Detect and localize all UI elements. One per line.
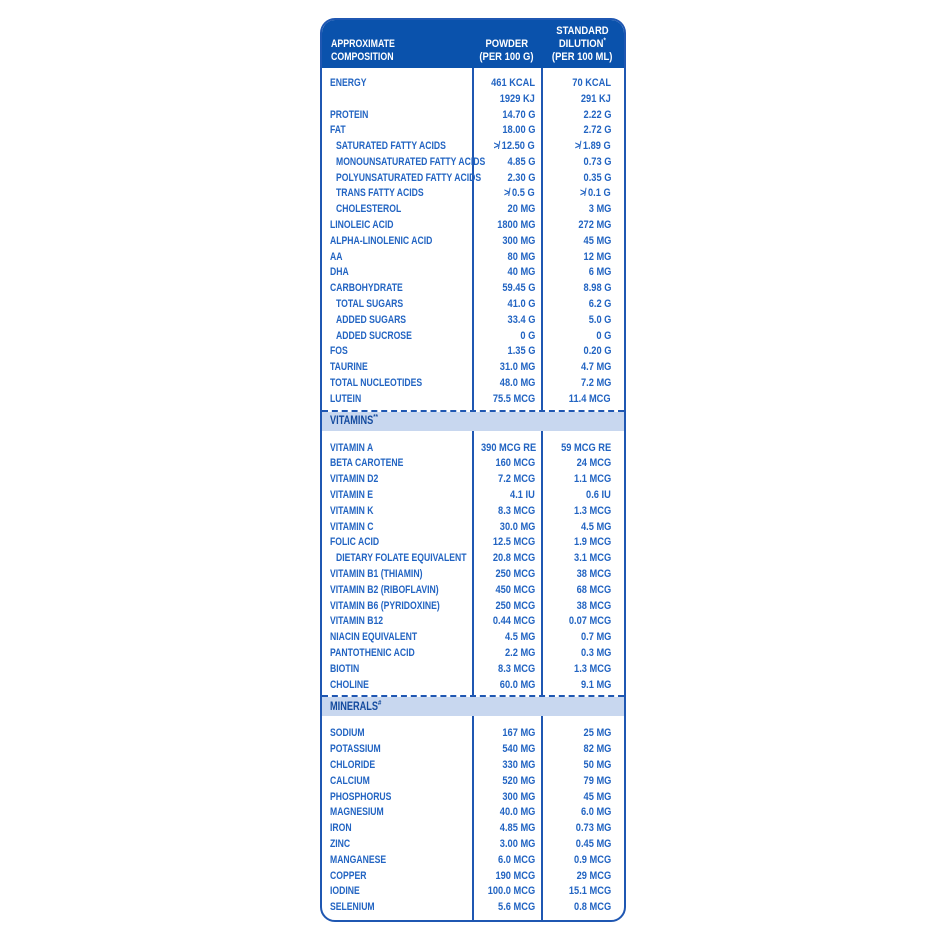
dilution-value: 7.2 MG [580, 377, 611, 390]
row-label: CHOLINE [330, 678, 369, 691]
dilution-value: 2.22 G [583, 108, 611, 121]
dilution-value: 0.35 G [583, 171, 611, 184]
table-row [322, 343, 624, 359]
row-label: ALPHA-LINOLENIC ACID [330, 234, 433, 247]
row-label: ENERGY [330, 76, 367, 89]
powder-value: 4.85 MG [499, 822, 535, 835]
dilution-value: 15.1 MCG [568, 885, 611, 898]
section-band-vitamins [322, 412, 624, 431]
dilution-value: 0.6 IU [586, 489, 611, 502]
dilution-value: 12 MG [583, 250, 611, 263]
dilution-value: 3 MG [588, 203, 611, 216]
dilution-value: 38 MCG [576, 599, 611, 612]
powder-value: 190 MCG [495, 869, 535, 882]
header-col3-line3: (PER 100 ML) [552, 51, 613, 63]
dilution-value: 6 MG [588, 266, 611, 279]
powder-value: 2.2 MG [504, 647, 535, 659]
dilution-value: 50 MG [583, 758, 611, 771]
row-label: VITAMIN B6 (PYRIDOXINE) [330, 599, 440, 612]
table-row [322, 803, 624, 819]
header-col1-line1: APPROXIMATE [331, 38, 395, 50]
table-row [322, 137, 624, 153]
table-row [322, 121, 624, 137]
row-label: SELENIUM [330, 901, 375, 914]
header-dilution-column [541, 25, 624, 64]
table-row [322, 898, 624, 914]
dilution-value: 0.7 MG [580, 631, 611, 644]
row-label: PHOSPHORUS [330, 790, 392, 803]
dilution-value: 9.1 MG [580, 678, 611, 691]
dilution-value: 1.9 MCG [573, 536, 611, 549]
section-rows [322, 431, 624, 696]
row-label: BETA CAROTENE [330, 457, 404, 470]
row-label: AA [330, 250, 343, 263]
row-label: FOS [330, 345, 348, 358]
powder-value: ≯ 12.50 G [493, 140, 535, 153]
dilution-value: 45 MG [583, 234, 611, 247]
table-row [322, 279, 624, 295]
powder-value: 167 MG [501, 727, 535, 740]
table-row [322, 788, 624, 804]
header-col2-line2: (PER 100 G) [479, 51, 534, 63]
dilution-value: 0.3 MG [580, 647, 611, 659]
table-row [322, 613, 624, 629]
powder-value: 8.3 MCG [497, 662, 535, 675]
table-row [322, 486, 624, 502]
row-label: CHOLESTEROL [336, 203, 402, 216]
row-label: COPPER [330, 869, 367, 882]
row-label: DHA [330, 266, 349, 279]
row-label: POTASSIUM [330, 743, 381, 756]
row-label: ZINC [330, 837, 351, 850]
row-label: NIACIN EQUIVALENT [330, 631, 418, 644]
table-row [322, 232, 624, 248]
table-row [322, 565, 624, 581]
table-row [322, 216, 624, 232]
dilution-value: ≯ 0.1 G [580, 187, 611, 200]
table-row [322, 153, 624, 169]
table-row [322, 439, 624, 455]
dilution-value: 68 MCG [576, 583, 611, 596]
row-label: FAT [330, 124, 346, 137]
table-row [322, 597, 624, 613]
powder-value: 450 MCG [495, 583, 535, 596]
section-title [330, 412, 378, 428]
dilution-value: 291 KJ [581, 92, 611, 105]
dilution-value: 38 MCG [576, 568, 611, 581]
dilution-value: 0.73 G [583, 155, 611, 168]
header-col1-line2: COMPOSITION [331, 51, 394, 63]
dilution-value: 59 MCG RE [560, 441, 611, 454]
section-band-minerals [322, 697, 624, 716]
dilution-value: 0.9 MCG [573, 853, 611, 866]
powder-value: 300 MG [501, 234, 535, 247]
row-label: LUTEIN [330, 392, 362, 405]
table-row [322, 534, 624, 550]
powder-value: 20 MG [507, 203, 535, 216]
dilution-value: 0.73 MG [575, 822, 611, 835]
dilution-value: 0 G [596, 329, 611, 342]
row-label: ADDED SUCROSE [336, 329, 412, 342]
table-body [322, 68, 624, 920]
table-row [322, 455, 624, 471]
table-row [322, 264, 624, 280]
powder-value: 59.45 G [501, 282, 535, 295]
row-label: CALCIUM [330, 774, 370, 787]
table-row [322, 724, 624, 740]
table-row [322, 248, 624, 264]
row-label: TRANS FATTY ACIDS [336, 187, 424, 200]
powder-value: 48.0 MG [499, 377, 535, 390]
table-row [322, 374, 624, 390]
dilution-footnote-mark: * [603, 37, 607, 45]
powder-value: 390 MCG RE [480, 441, 537, 454]
dilution-value: ≯ 1.89 G [575, 140, 611, 153]
powder-value: 80 MG [507, 250, 535, 263]
dilution-value: 0.45 MG [575, 837, 611, 850]
powder-value: 2.30 G [507, 171, 535, 184]
table-row [322, 549, 624, 565]
table-row [322, 835, 624, 851]
table-row [322, 628, 624, 644]
row-label: VITAMIN B1 (THIAMIN) [330, 568, 423, 581]
row-label: TAURINE [330, 361, 368, 374]
header-composition-column [322, 38, 472, 64]
row-label: VITAMIN A [330, 441, 374, 454]
header-col3-line2: DILUTION* [558, 37, 607, 50]
powder-value: 100.0 MCG [487, 885, 535, 898]
powder-value: 4.5 MG [504, 631, 535, 644]
powder-value: 250 MCG [495, 599, 535, 612]
section-rows [322, 68, 624, 410]
row-label: IRON [330, 822, 352, 835]
dilution-value: 6.0 MG [580, 806, 611, 819]
table-header [322, 20, 624, 68]
table-row [322, 390, 624, 406]
powder-value: 75.5 MCG [492, 392, 535, 405]
row-label: PANTOTHENIC ACID [330, 647, 415, 659]
powder-value: 160 MCG [495, 457, 535, 470]
row-label: BIOTIN [330, 662, 360, 675]
table-row [322, 358, 624, 374]
table-row [322, 644, 624, 660]
table-row [322, 502, 624, 518]
table-row [322, 740, 624, 756]
powder-value: 40.0 MG [499, 806, 535, 819]
section-title [330, 698, 382, 713]
row-label: FOLIC ACID [330, 536, 380, 549]
dilution-value: 4.7 MG [580, 361, 611, 374]
row-label: MONOUNSATURATED FATTY ACIDS [336, 155, 486, 168]
dilution-value: 5.0 G [588, 313, 611, 326]
row-label: LINOLEIC ACID [330, 219, 394, 232]
header-col2-line1: POWDER [485, 38, 528, 50]
powder-value: 1.35 G [507, 345, 535, 358]
row-label: POLYUNSATURATED FATTY ACIDS [336, 171, 482, 184]
table-row [322, 470, 624, 486]
row-label: VITAMIN K [330, 504, 374, 517]
powder-value: 300 MG [501, 790, 535, 803]
dilution-value: 8.98 G [583, 282, 611, 295]
section-rows [322, 716, 624, 920]
powder-value: 4.1 IU [510, 489, 535, 502]
dilution-value: 3.1 MCG [573, 552, 611, 565]
powder-value: 31.0 MG [499, 361, 535, 374]
dilution-value: 79 MG [583, 774, 611, 787]
table-row [322, 518, 624, 534]
powder-value: 33.4 G [507, 313, 535, 326]
table-row [322, 327, 624, 343]
table-row [322, 756, 624, 772]
powder-value: 4.85 G [507, 155, 535, 168]
powder-value: 18.00 G [501, 124, 535, 137]
row-label: MAGNESIUM [330, 806, 384, 819]
dilution-value: 45 MG [583, 790, 611, 803]
table-row [322, 882, 624, 898]
powder-value: 14.70 G [501, 108, 535, 121]
powder-value: 60.0 MG [499, 678, 535, 691]
dilution-value: 4.5 MG [580, 520, 611, 533]
dilution-value: 1.3 MCG [573, 504, 611, 517]
dilution-value: 29 MCG [576, 869, 611, 882]
row-label: MANGANESE [330, 853, 387, 866]
dilution-value: 6.2 G [588, 298, 611, 311]
row-label: ADDED SUGARS [336, 313, 407, 326]
dilution-value: 1.1 MCG [573, 473, 611, 486]
row-label: IODINE [330, 885, 360, 898]
table-row [322, 90, 624, 106]
powder-value: 5.6 MCG [497, 901, 535, 914]
dilution-value: 25 MG [583, 727, 611, 740]
table-row [322, 581, 624, 597]
table-row [322, 106, 624, 122]
powder-value: 6.0 MCG [497, 853, 535, 866]
dilution-value: 1.3 MCG [573, 662, 611, 675]
table-row [322, 200, 624, 216]
section-footnote-mark: ** [373, 412, 378, 422]
row-label: DIETARY FOLATE EQUIVALENT [336, 552, 467, 565]
powder-value: 540 MG [501, 743, 535, 756]
row-label: VITAMIN B12 [330, 615, 384, 628]
powder-value: 250 MCG [495, 568, 535, 581]
section-title-text: MINERALS [330, 700, 379, 713]
powder-value: ≯ 0.5 G [504, 187, 535, 200]
powder-value: 7.2 MCG [497, 473, 535, 486]
row-label: SATURATED FATTY ACIDS [336, 140, 446, 153]
powder-value: 3.00 MG [499, 837, 535, 850]
nutrition-composition-table [320, 18, 626, 922]
header-powder-column [472, 38, 541, 64]
dilution-value: 0.07 MCG [568, 615, 611, 628]
dilution-value: 0.20 G [583, 345, 611, 358]
table-row [322, 772, 624, 788]
row-label: VITAMIN C [330, 520, 374, 533]
powder-value: 20.8 MCG [492, 552, 535, 565]
table-row [322, 185, 624, 201]
powder-value: 30.0 MG [499, 520, 535, 533]
table-row [322, 867, 624, 883]
dilution-value: 0.8 MCG [573, 901, 611, 914]
powder-value: 330 MG [501, 758, 535, 771]
powder-value: 1929 KJ [499, 92, 535, 105]
row-label: VITAMIN D2 [330, 473, 379, 486]
row-label: TOTAL NUCLEOTIDES [330, 377, 423, 390]
dilution-value: 82 MG [583, 743, 611, 756]
section-footnote-mark: # [378, 698, 382, 708]
section-title-text: VITAMINS [330, 415, 374, 428]
powder-value: 520 MG [501, 774, 535, 787]
powder-value: 0 G [520, 329, 535, 342]
dilution-value: 70 KCAL [572, 76, 611, 89]
row-label: PROTEIN [330, 108, 369, 121]
powder-value: 40 MG [507, 266, 535, 279]
table-row [322, 169, 624, 185]
dilution-value: 24 MCG [576, 457, 611, 470]
table-row [322, 660, 624, 676]
dilution-value: 272 MG [577, 219, 611, 232]
table-row [322, 311, 624, 327]
row-label: SODIUM [330, 727, 365, 740]
row-label: VITAMIN E [330, 489, 374, 502]
powder-value: 461 KCAL [491, 76, 535, 89]
table-row [322, 819, 624, 835]
powder-value: 12.5 MCG [492, 536, 535, 549]
header-col3-line1: STANDARD [556, 25, 609, 37]
row-label: CARBOHYDRATE [330, 282, 403, 295]
row-label: TOTAL SUGARS [336, 298, 404, 311]
row-label: VITAMIN B2 (RIBOFLAVIN) [330, 583, 439, 596]
table-row [322, 74, 624, 90]
table-row [322, 295, 624, 311]
dilution-value: 11.4 MCG [569, 392, 611, 405]
powder-value: 1800 MG [496, 219, 535, 232]
table-row [322, 676, 624, 692]
powder-value: 8.3 MCG [497, 504, 535, 517]
table-row [322, 851, 624, 867]
powder-value: 41.0 G [507, 298, 535, 311]
powder-value: 0.44 MCG [492, 615, 535, 628]
dilution-value: 2.72 G [583, 124, 611, 137]
row-label: CHLORIDE [330, 758, 376, 771]
